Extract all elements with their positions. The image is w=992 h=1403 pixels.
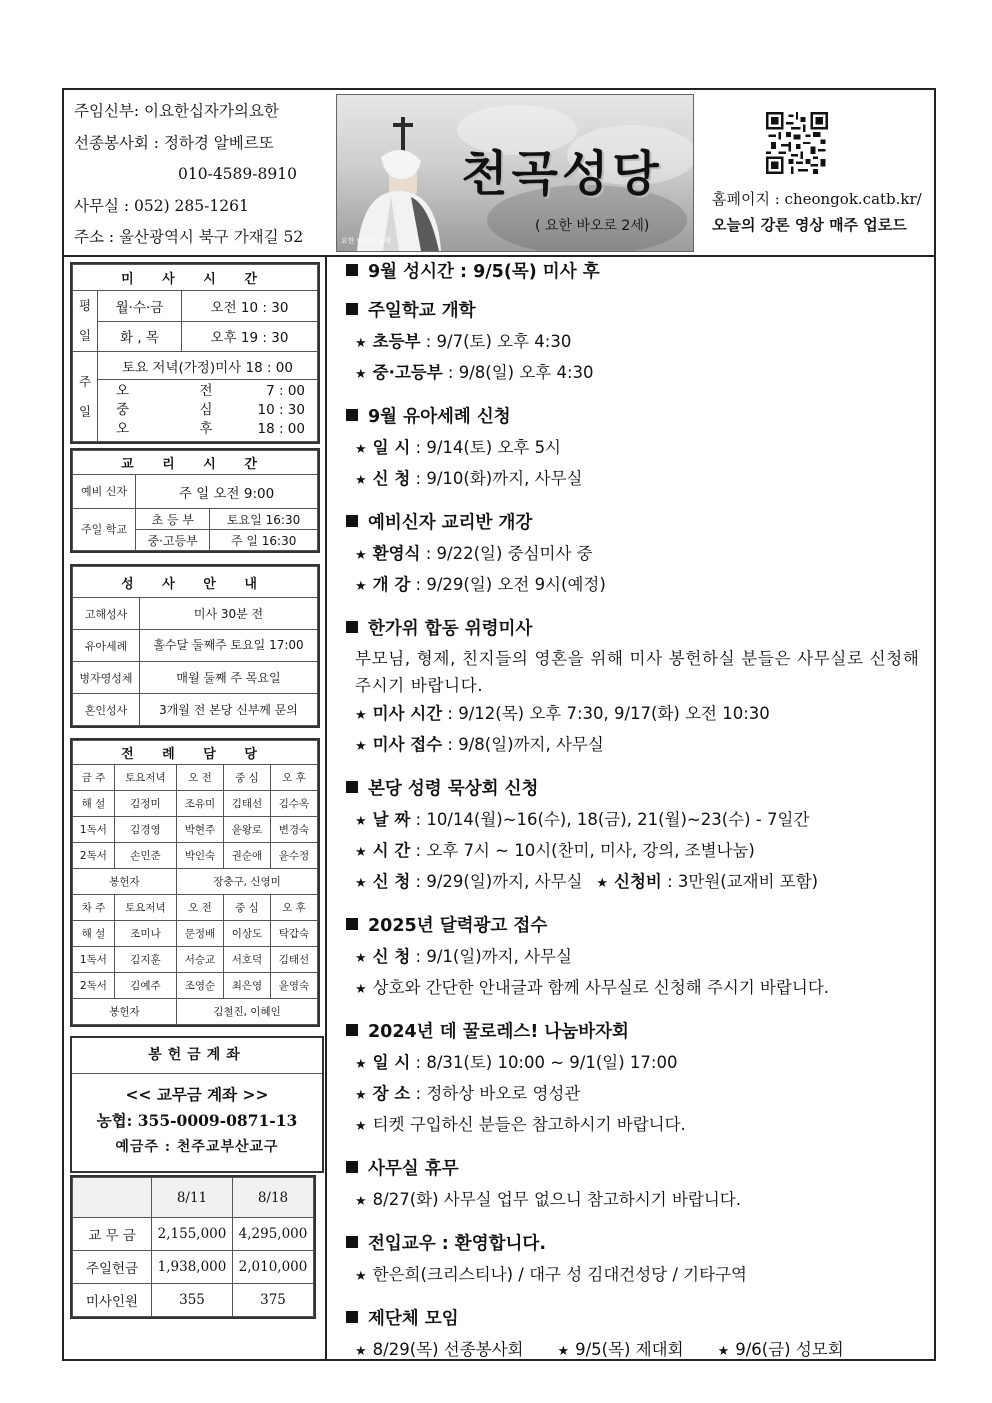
notice-item [355, 1048, 926, 1079]
notice-item-label: 신청비 [614, 872, 662, 891]
notice-item-text: 8/29(목) 선종봉사회 [372, 1340, 524, 1359]
notice-item [355, 730, 926, 761]
square-bullet-icon [346, 264, 358, 276]
notice-item-text: 티켓 구입하신 분들은 참고하시기 바랍니다. [372, 1115, 686, 1134]
stats-value: 355 [152, 1284, 233, 1317]
notice-item-text: : 9/29(일)까지, 사무실 [410, 872, 583, 891]
sunday-mass-times: 오 전 7 : 00 중 심 10 : 30 오 후 18 : 00 [98, 380, 318, 442]
liturgy-person: 박현주 [176, 817, 223, 843]
notice-item-label: 초등부 [372, 332, 421, 351]
notice-section [346, 258, 926, 283]
notice-item-label: 일 시 [372, 1053, 411, 1072]
notice-item [355, 942, 926, 973]
notice-title-text: 2024년 데 꿀로레스! 나눔바자회 [368, 1022, 629, 1042]
weekday-label: 평일 [73, 291, 98, 352]
notice-item [355, 1110, 926, 1141]
liturgy-header-cell: 금 주 [73, 765, 115, 791]
notice-section [346, 1018, 926, 1141]
giving-account-box [70, 1036, 324, 1173]
notice-title [346, 1230, 926, 1255]
liturgy-header-cell: 오 전 [176, 895, 223, 921]
liturgy-person: 김지훈 [114, 947, 176, 973]
star-icon: ★ [596, 876, 609, 891]
notice-item-label: 장 소 [372, 1084, 411, 1103]
liturgy-person: 김태선 [223, 791, 270, 817]
giving-account-number: 농협: 355-0009-0871-13 [96, 1111, 298, 1130]
notice-item [355, 570, 926, 601]
liturgy-person: 권순애 [223, 843, 270, 869]
liturgy-header-cell: 중 심 [223, 895, 270, 921]
notice-item [355, 1079, 926, 1110]
star-icon: ★ [355, 548, 367, 563]
notice-item-text: 한은희(크리스티나) / 대구 성 김대건성당 / 기타구역 [372, 1265, 747, 1284]
catechism-title: 교 리 시 간 [73, 451, 318, 475]
notice-item-text: 9/6(금) 성모회 [735, 1340, 844, 1359]
sacrament-info: 3개월 전 본당 신부께 문의 [140, 694, 318, 726]
star-icon: ★ [355, 1194, 367, 1209]
liturgy-person: 문정배 [176, 921, 223, 947]
square-bullet-icon [346, 515, 358, 527]
liturgy-person: 김태선 [270, 947, 317, 973]
notice-section [346, 1155, 926, 1216]
notice-item [355, 358, 926, 389]
sacrament-name: 유아세례 [73, 630, 140, 662]
sacrament-info: 매월 둘째 주 목요일 [140, 662, 318, 694]
giving-title: 봉헌금계좌 [72, 1038, 322, 1074]
notice-title-text: 사무실 휴무 [368, 1159, 459, 1179]
star-icon: ★ [355, 1088, 367, 1103]
header [64, 90, 934, 257]
council: 선종봉사회 : 정하경 알베르또 [74, 133, 274, 152]
stats-value: 2,155,000 [152, 1218, 233, 1251]
liturgy-person: 서호덕 [223, 947, 270, 973]
notice-item-label: 개 강 [372, 575, 411, 594]
notice-item [355, 1335, 926, 1366]
liturgy-person: 김정미 [114, 791, 176, 817]
notices-column [346, 258, 926, 1380]
liturgy-person: 김예주 [114, 973, 176, 999]
liturgy-person: 탁갑숙 [270, 921, 317, 947]
liturgy-person: 최은영 [223, 973, 270, 999]
liturgy-header-cell: 토요저녁 [114, 895, 176, 921]
notice-item-text: 9/5(목) 제대회 [575, 1340, 684, 1359]
notice-item [355, 805, 926, 836]
sacrament-name: 고해성사 [73, 598, 140, 630]
notice-item-label: 미사 시간 [372, 704, 443, 723]
photo-caption: 요한 바오로 2세 [341, 237, 391, 245]
notice-title-text: 9월 유아세례 신청 [368, 407, 511, 427]
liturgy-person: 조유미 [176, 791, 223, 817]
notice-item-text: 상호와 간단한 안내글과 함께 사무실로 신청해 주시기 바랍니다. [372, 978, 830, 997]
giving-line-1: << 교무금 계좌 >> [125, 1085, 269, 1104]
notice-title-text: 예비신자 교리반 개강 [368, 513, 533, 533]
liturgy-person: 조영순 [176, 973, 223, 999]
star-icon: ★ [355, 1057, 367, 1072]
notice-item-extra [596, 872, 818, 891]
notice-title-text: 본당 성령 묵상회 신청 [368, 779, 539, 799]
sunday-label: 주일 [73, 352, 98, 442]
notice-item-text: : 9/8(일)까지, 사무실 [442, 735, 604, 754]
bulletin-frame [62, 88, 936, 1361]
liturgy-box [70, 738, 320, 1027]
middle-high-label: 중·고등부 [136, 530, 210, 551]
stats-corner [73, 1178, 152, 1218]
notice-title [346, 297, 926, 322]
liturgy-title: 전 례 담 당 [73, 741, 318, 765]
square-bullet-icon [346, 1024, 358, 1036]
weekday-days-1: 월·수·금 [98, 291, 182, 322]
notice-item-text: : 10/14(월)~16(수), 18(금), 21(월)~23(수) - 7일간 [410, 810, 810, 829]
liturgy-header-cell: 오 후 [270, 765, 317, 791]
notice-item [355, 464, 926, 495]
square-bullet-icon [346, 1236, 358, 1248]
elementary-time: 토요일 16:30 [210, 509, 318, 530]
square-bullet-icon [346, 303, 358, 315]
notice-title [346, 1155, 926, 1180]
notice-section [346, 403, 926, 495]
notice-item-text: : 9/8(일) 오후 4:30 [442, 363, 594, 382]
notice-item-text: : 정하상 바오로 영성관 [410, 1084, 581, 1103]
star-icon: ★ [355, 1269, 367, 1284]
patron-subtitle: ( 요한 바오로 2세) [535, 218, 650, 234]
stats-value: 2,010,000 [233, 1251, 314, 1284]
liturgy-offerer-names: 김철진, 이혜인 [176, 999, 317, 1025]
sacrament-name: 혼인성사 [73, 694, 140, 726]
stats-value: 1,938,000 [152, 1251, 233, 1284]
office-phone: 사무실 : 052) 285-1261 [74, 196, 249, 215]
title-banner [336, 94, 694, 252]
elementary-label: 초 등 부 [136, 509, 210, 530]
homily-upload-note: 오늘의 강론 영상 매주 업로드 [712, 216, 907, 234]
mass-times-box [70, 262, 320, 444]
weekday-time-2: 오후 19 : 30 [181, 321, 317, 352]
notice-item-text: : 9/14(토) 오후 5시 [410, 438, 562, 457]
mass-times-table [72, 264, 318, 442]
qr-code-icon[interactable] [766, 112, 828, 174]
sacraments-title: 성 사 안 내 [73, 567, 318, 598]
notice-item [355, 1185, 926, 1216]
parish-title: 천곡성당 [461, 146, 663, 202]
square-bullet-icon [346, 1311, 358, 1323]
notice-title-text: 한가위 합동 위령미사 [368, 619, 533, 639]
liturgy-table [72, 740, 318, 1025]
notice-title [346, 1305, 926, 1330]
notice-section [346, 912, 926, 1004]
sacraments-box [70, 564, 320, 728]
priest: 주임신부: 이요한십자가의요한 [74, 102, 279, 120]
notice-title [346, 775, 926, 800]
liturgy-person: 김수옥 [270, 791, 317, 817]
notice-item-text: : 9/22(일) 중심미사 중 [420, 544, 593, 563]
notice-title [346, 615, 926, 640]
stats-value: 4,295,000 [233, 1218, 314, 1251]
liturgy-role: 해 설 [73, 921, 115, 947]
notice-item-text: : 9/29(일) 오전 9시(예정) [410, 575, 606, 594]
notice-item-label: 신 청 [372, 947, 411, 966]
star-icon: ★ [355, 442, 367, 457]
square-bullet-icon [346, 621, 358, 633]
liturgy-header-cell: 오 후 [270, 895, 317, 921]
stats-date-1: 8/11 [152, 1178, 233, 1218]
liturgy-role: 해 설 [73, 791, 115, 817]
star-icon: ★ [355, 876, 367, 891]
notice-item-label: 중·고등부 [372, 363, 443, 382]
square-bullet-icon [346, 409, 358, 421]
notice-item-label: 일 시 [372, 438, 411, 457]
notice-section [346, 615, 926, 761]
notice-item [355, 699, 926, 730]
stats-date-2: 8/18 [233, 1178, 314, 1218]
liturgy-person: 윤수정 [270, 843, 317, 869]
notice-item-text: 8/27(화) 사무실 업무 없으니 참고하시기 바랍니다. [372, 1190, 741, 1209]
star-icon: ★ [355, 814, 367, 829]
notice-title-text: 제단체 모임 [368, 1309, 459, 1329]
notice-title [346, 403, 926, 428]
notice-title [346, 258, 926, 283]
stats-label: 미사인원 [73, 1284, 152, 1317]
notice-title-text: 2025년 달력광고 접수 [368, 916, 548, 936]
liturgy-role: 2독서 [73, 843, 115, 869]
notice-section [346, 509, 926, 601]
middle-high-time: 주 일 16:30 [210, 530, 318, 551]
liturgy-person: 김경영 [114, 817, 176, 843]
notice-item [355, 867, 926, 898]
sacrament-info: 홀수달 둘째주 토요일 17:00 [140, 630, 318, 662]
notice-item-text: : 9/10(화)까지, 사무실 [410, 469, 583, 488]
notice-item [355, 836, 926, 867]
notice-title [346, 912, 926, 937]
star-icon: ★ [355, 1119, 367, 1134]
star-icon: ★ [717, 1344, 730, 1359]
notice-item-label: 미사 접수 [372, 735, 443, 754]
notice-item-label: 신 청 [372, 469, 411, 488]
notice-item-label: 시 간 [372, 841, 411, 860]
notice-item-text: : 8/31(토) 10:00 ~ 9/1(일) 17:00 [410, 1053, 678, 1072]
notice-title-text: 전입교우 : 환영합니다. [368, 1234, 546, 1254]
mass-times-title: 미 사 시 간 [73, 265, 318, 291]
notice-item [355, 1260, 926, 1291]
giving-holder: 예금주 : 천주교부산교구 [115, 1139, 279, 1155]
star-icon: ★ [355, 739, 367, 754]
star-icon: ★ [557, 1344, 570, 1359]
stats-label: 주일헌금 [73, 1251, 152, 1284]
liturgy-person: 조미나 [114, 921, 176, 947]
weekday-time-1: 오전 10 : 30 [181, 291, 317, 322]
notice-item-label: 신 청 [372, 872, 411, 891]
liturgy-header-cell: 중 심 [223, 765, 270, 791]
sunday-school-label: 주일 학교 [73, 509, 136, 551]
notice-item-extra [557, 1340, 683, 1359]
star-icon: ★ [355, 982, 367, 997]
notice-title [346, 509, 926, 534]
notice-paragraph: 부모님, 형제, 친지들의 영혼을 위해 미사 봉헌하실 분들은 사무실로 신청해 주시기 바랍니다. [355, 649, 920, 695]
liturgy-person: 윤영숙 [270, 973, 317, 999]
square-bullet-icon [346, 918, 358, 930]
liturgy-person: 이상도 [223, 921, 270, 947]
notice-section [346, 1230, 926, 1291]
liturgy-person: 윤왕로 [223, 817, 270, 843]
liturgy-role: 2독서 [73, 973, 115, 999]
catechism-table [72, 450, 318, 551]
notice-section [346, 297, 926, 389]
notice-item-text: : 9/12(목) 오후 7:30, 9/17(화) 오전 10:30 [442, 704, 770, 723]
notice-title-text: 9월 성시간 : 9/5(목) 미사 후 [368, 262, 600, 282]
liturgy-offerer-label: 봉헌자 [73, 869, 177, 895]
homepage-link[interactable]: 홈페이지 : cheongok.catb.kr/ [712, 190, 922, 208]
sacraments-table [72, 566, 318, 726]
catechumen-label: 예비 신자 [73, 475, 136, 509]
notice-item-label: 환영식 [372, 544, 421, 563]
notice-title-text: 주일학교 개학 [368, 301, 476, 321]
catechism-box [70, 448, 320, 553]
star-icon: ★ [355, 579, 367, 594]
square-bullet-icon [346, 1161, 358, 1173]
sacrament-info: 미사 30분 전 [140, 598, 318, 630]
stats-label: 교 무 금 [73, 1218, 152, 1251]
notice-section [346, 1305, 926, 1366]
star-icon: ★ [355, 951, 367, 966]
notice-item-label: 날 짜 [372, 810, 411, 829]
liturgy-header-cell: 차 주 [73, 895, 115, 921]
notice-item-text: : 9/7(토) 오후 4:30 [420, 332, 572, 351]
star-icon: ★ [355, 367, 367, 382]
pope-figure-image [351, 113, 441, 251]
notice-item-text: : 3만원(교재비 포함) [661, 872, 819, 891]
star-icon: ★ [355, 336, 367, 351]
column-divider [325, 255, 327, 1359]
star-icon: ★ [355, 708, 367, 723]
address: 주소 : 울산광역시 북구 가재길 52 [74, 228, 304, 246]
weekday-days-2: 화 , 목 [98, 321, 182, 352]
notice-item-text: : 9/1(일)까지, 사무실 [410, 947, 572, 966]
liturgy-person: 박인숙 [176, 843, 223, 869]
liturgy-role: 1독서 [73, 947, 115, 973]
liturgy-person: 손민준 [114, 843, 176, 869]
star-icon: ★ [355, 845, 367, 860]
star-icon: ★ [355, 473, 367, 488]
liturgy-header-cell: 오 전 [176, 765, 223, 791]
notice-section [346, 775, 926, 898]
stats-value: 375 [233, 1284, 314, 1317]
saturday-evening-mass: 토요 저녁(가정)미사 18 : 00 [98, 352, 318, 380]
notice-item [355, 973, 926, 1004]
liturgy-role: 1독서 [73, 817, 115, 843]
notice-item [355, 539, 926, 570]
notice-item [355, 327, 926, 358]
notice-item [355, 433, 926, 464]
council-phone: 010-4589-8910 [178, 165, 297, 183]
notice-item-text: : 오후 7시 ~ 10시(찬미, 미사, 강의, 조별나눔) [410, 841, 755, 860]
liturgy-offerer-label: 봉헌자 [73, 999, 177, 1025]
liturgy-person: 변경숙 [270, 817, 317, 843]
liturgy-person: 서승교 [176, 947, 223, 973]
notice-item-extra [718, 1340, 844, 1359]
parish-info [74, 96, 336, 254]
offering-stats-table [72, 1177, 314, 1317]
liturgy-offerer-names: 장충구, 신영미 [176, 869, 317, 895]
notice-title [346, 1018, 926, 1043]
liturgy-header-cell: 토요저녁 [114, 765, 176, 791]
sacrament-name: 병자영성체 [73, 662, 140, 694]
catechumen-time: 주 일 오전 9:00 [136, 475, 318, 509]
star-icon: ★ [355, 1344, 367, 1359]
square-bullet-icon [346, 781, 358, 793]
offering-stats-box [70, 1175, 316, 1319]
